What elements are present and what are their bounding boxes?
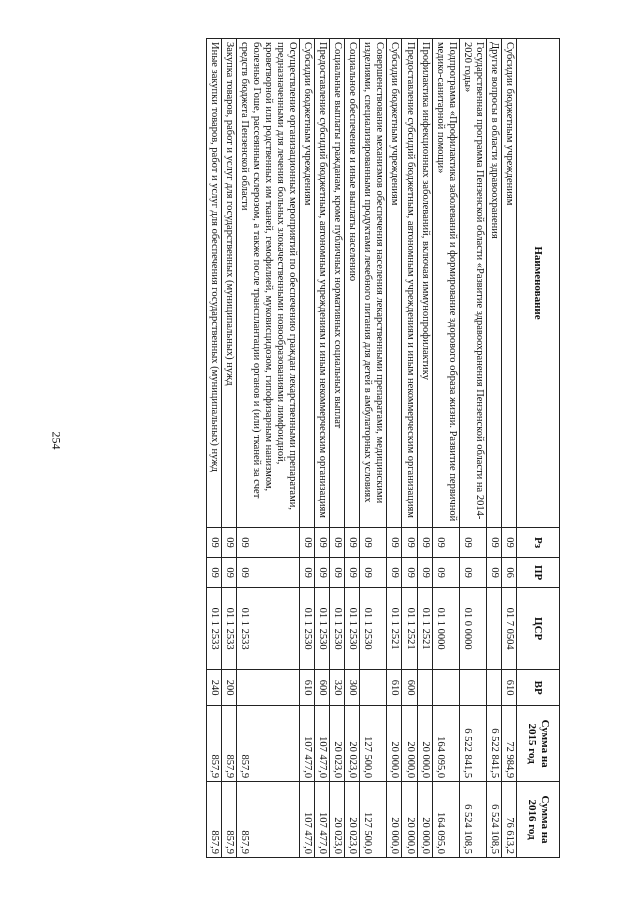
header-vr: ВР [517, 670, 560, 706]
cell-csr: 01 1 2521 [387, 588, 402, 670]
cell-rz: 09 [206, 527, 221, 557]
budget-table [206, 38, 560, 858]
table-row [501, 39, 516, 858]
cell-rz: 09 [360, 527, 387, 557]
cell-name: Субсидии бюджетным учреждениям [300, 39, 315, 528]
cell-vr [360, 670, 387, 706]
cell-name: Социальные выплаты гражданам, кроме публичных нормативных социальных выплат [330, 39, 345, 528]
cell-sum-2015: 857,9 [236, 706, 299, 782]
cell-sum-2015: 164 095,0 [432, 706, 459, 782]
page-number: 254 [49, 431, 64, 450]
table-row [300, 39, 315, 858]
cell-name: Предоставление субсидий бюджетным, автономным учреждениям и иным некоммерческим организациям [315, 39, 330, 528]
cell-sum-2015: 127 500,0 [360, 706, 387, 782]
cell-name: Другие вопросы в области здравоохранения [486, 39, 501, 528]
cell-vr: 320 [330, 670, 345, 706]
cell-rz: 09 [417, 527, 432, 557]
cell-vr [432, 670, 459, 706]
cell-pr: 09 [432, 558, 459, 588]
cell-vr: 300 [345, 670, 360, 706]
table-row [345, 39, 360, 858]
cell-sum-2016: 76 613,2 [501, 782, 516, 858]
cell-pr: 09 [360, 558, 387, 588]
cell-pr: 09 [387, 558, 402, 588]
cell-pr: 09 [417, 558, 432, 588]
table-row [330, 39, 345, 858]
cell-sum-2016: 6 524 108,5 [486, 782, 501, 858]
cell-rz: 09 [432, 527, 459, 557]
cell-rz: 09 [330, 527, 345, 557]
cell-csr [486, 588, 501, 670]
cell-sum-2016: 857,9 [236, 782, 299, 858]
cell-pr: 06 [501, 558, 516, 588]
table-row [236, 39, 299, 858]
cell-sum-2016: 857,9 [221, 782, 236, 858]
cell-sum-2016: 20 023,0 [330, 782, 345, 858]
cell-pr: 09 [486, 558, 501, 588]
header-csr: ЦСР [517, 588, 560, 670]
cell-name: Государственная программа Пензенской области «Развитие здравоохранения Пензенской области на 2014-2020 годы» [459, 39, 486, 528]
cell-sum-2016: 20 000,0 [417, 782, 432, 858]
cell-sum-2015: 107 477,0 [300, 706, 315, 782]
cell-sum-2015: 20 023,0 [330, 706, 345, 782]
cell-sum-2015: 857,9 [221, 706, 236, 782]
cell-sum-2015: 857,9 [206, 706, 221, 782]
cell-rz: 09 [459, 527, 486, 557]
cell-name: Профилактика инфекционных заболеваний, включая иммунопрофилактику [417, 39, 432, 528]
cell-pr: 09 [345, 558, 360, 588]
cell-sum-2015: 107 477,0 [315, 706, 330, 782]
cell-vr: 610 [501, 670, 516, 706]
table-row [221, 39, 236, 858]
cell-name: Субсидии бюджетным учреждениям [501, 39, 516, 528]
table-header-row [517, 39, 560, 858]
cell-rz: 09 [387, 527, 402, 557]
cell-vr: 200 [221, 670, 236, 706]
cell-pr: 09 [236, 558, 299, 588]
cell-name: Иные закупки товаров, работ и услуг для обеспечения государственных (муниципальных) нужд [206, 39, 221, 528]
cell-csr: 01 0 0000 [459, 588, 486, 670]
header-pr: ПР [517, 558, 560, 588]
cell-vr: 600 [315, 670, 330, 706]
table-row [315, 39, 330, 858]
cell-rz: 09 [315, 527, 330, 557]
cell-sum-2016: 20 023,0 [345, 782, 360, 858]
cell-sum-2016: 107 477,0 [300, 782, 315, 858]
cell-vr [417, 670, 432, 706]
cell-vr [459, 670, 486, 706]
cell-pr: 09 [315, 558, 330, 588]
cell-sum-2015: 20 000,0 [402, 706, 417, 782]
table-row [432, 39, 459, 858]
cell-csr: 01 1 2530 [315, 588, 330, 670]
cell-rz: 09 [402, 527, 417, 557]
cell-vr: 610 [300, 670, 315, 706]
cell-sum-2015: 6 522 841,5 [486, 706, 501, 782]
cell-sum-2016: 127 500,0 [360, 782, 387, 858]
header-sum-2015: Сумма на 2015 год [517, 706, 560, 782]
cell-sum-2015: 20 023,0 [345, 706, 360, 782]
cell-vr: 240 [206, 670, 221, 706]
table-row [402, 39, 417, 858]
cell-vr [236, 670, 299, 706]
table-row [417, 39, 432, 858]
cell-csr: 01 1 2530 [330, 588, 345, 670]
cell-name: Осуществление организационных мероприятий по обеспечению граждан лекарственными препаратами, предназначенными для лечения больных злокачественными новообразованиями лимфоидной, кроветворной или родственных им тканей, гемофилией, муковисцидозом, гипофизарным нанизмом, болезнью Гоше, рассеянным склерозом, а также после трансплантации органов и (или) тканей за счет средств бюджета Пензенской области [236, 39, 299, 528]
cell-sum-2015: 20 000,0 [417, 706, 432, 782]
cell-pr: 09 [459, 558, 486, 588]
cell-vr: 610 [387, 670, 402, 706]
cell-sum-2016: 20 000,0 [387, 782, 402, 858]
cell-pr: 09 [221, 558, 236, 588]
cell-sum-2015: 20 000,0 [387, 706, 402, 782]
cell-sum-2016: 164 095,0 [432, 782, 459, 858]
cell-name: Закупка товаров, работ и услуг для государственных (муниципальных) нужд [221, 39, 236, 528]
rotated-table-container [90, 38, 560, 858]
table-row [486, 39, 501, 858]
cell-pr: 09 [330, 558, 345, 588]
cell-sum-2016: 6 524 108,5 [459, 782, 486, 858]
cell-name: Предоставление субсидий бюджетным, автономным учреждениям и иным некоммерческим организациям [402, 39, 417, 528]
cell-csr: 01 1 2533 [221, 588, 236, 670]
cell-name: Совершенствование механизмов обеспечения населения лекарственными препаратами, медицинскими изделиями, специализированными продуктами лечебного питания для детей в амбулаторных условиях [360, 39, 387, 528]
header-sum-2016: Сумма на 2016 год [517, 782, 560, 858]
header-rz: Рз [517, 527, 560, 557]
cell-rz: 09 [221, 527, 236, 557]
header-name: Наименование [517, 39, 560, 528]
table-row [459, 39, 486, 858]
cell-name: Субсидии бюджетным учреждениям [387, 39, 402, 528]
cell-csr: 01 1 2533 [236, 588, 299, 670]
cell-csr: 01 1 0000 [432, 588, 459, 670]
cell-csr: 01 1 2530 [345, 588, 360, 670]
cell-rz: 09 [300, 527, 315, 557]
cell-name: Социальное обеспечение и иные выплаты населению [345, 39, 360, 528]
cell-vr [486, 670, 501, 706]
table-row [206, 39, 221, 858]
cell-sum-2015: 72 984,9 [501, 706, 516, 782]
cell-rz: 09 [486, 527, 501, 557]
cell-sum-2016: 20 000,0 [402, 782, 417, 858]
cell-csr: 01 1 2521 [417, 588, 432, 670]
cell-pr: 09 [206, 558, 221, 588]
cell-rz: 09 [501, 527, 516, 557]
cell-csr: 01 1 2530 [360, 588, 387, 670]
table-row [387, 39, 402, 858]
cell-name: Подпрограмма «Профилактика заболеваний и формирование здорового образа жизни. Развитие первичной медико-санитарной помощи» [432, 39, 459, 528]
table-row [360, 39, 387, 858]
cell-vr: 600 [402, 670, 417, 706]
cell-csr: 01 1 2521 [402, 588, 417, 670]
cell-rz: 09 [345, 527, 360, 557]
cell-sum-2015: 6 522 841,5 [459, 706, 486, 782]
cell-rz: 09 [236, 527, 299, 557]
cell-sum-2016: 107 477,0 [315, 782, 330, 858]
cell-csr: 01 1 2530 [300, 588, 315, 670]
cell-pr: 09 [402, 558, 417, 588]
cell-csr: 01 1 2533 [206, 588, 221, 670]
cell-pr: 09 [300, 558, 315, 588]
cell-sum-2016: 857,9 [206, 782, 221, 858]
cell-csr: 01 7 0504 [501, 588, 516, 670]
